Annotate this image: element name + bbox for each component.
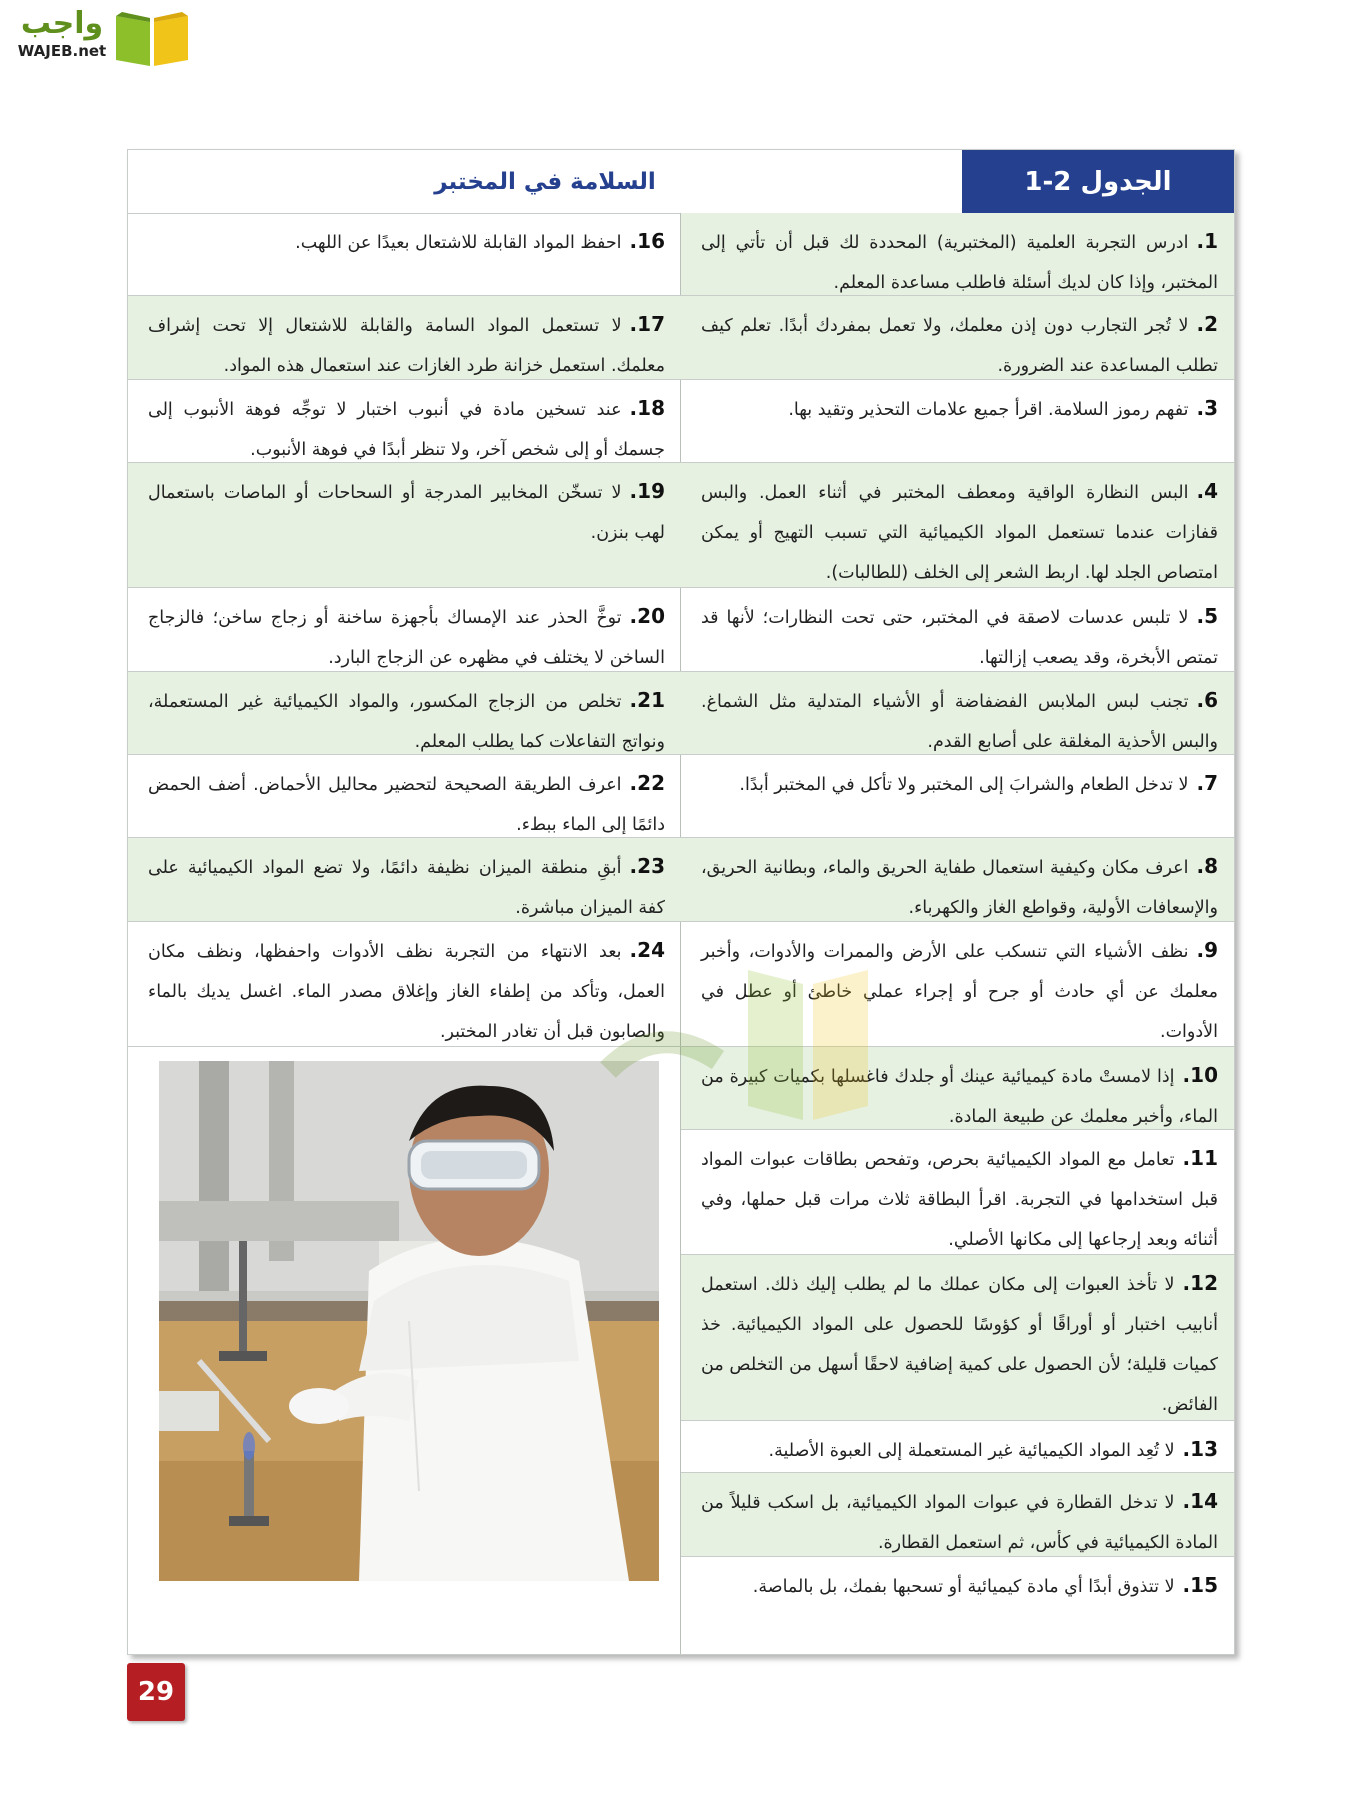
rule-item	[681, 380, 1234, 463]
rule-text: لا تتذوق أبدًا أي مادة كيميائية أو تسحبها بفمك، بل بالماصة.	[752, 1577, 1175, 1597]
rule-item	[681, 1047, 1234, 1130]
rule-text: لا تستعمل المواد السامة والقابلة للاشتعال إلا تحت إشراف معلمك. استعمل خزانة طرد الغازات عند استعمال هذه المواد.	[148, 316, 665, 376]
logo-domain: WAJEB.net	[17, 42, 107, 60]
rule-item	[681, 588, 1234, 672]
table-label: الجدول 2-1	[962, 150, 1234, 213]
rule-item	[128, 380, 681, 463]
rule-number: 24.	[629, 938, 665, 962]
rule-text: لا تُعِد المواد الكيميائية غير المستعملة إلى العبوة الأصلية.	[768, 1441, 1175, 1461]
left-column	[128, 213, 681, 1654]
rule-number: 5.	[1196, 604, 1218, 628]
table-title: السلامة في المختبر	[128, 150, 962, 214]
rule-text: اعرف الطريقة الصحيحة لتحضير محاليل الأحماض. أضف الحمض دائمًا إلى الماء ببطء.	[148, 775, 665, 835]
rule-number: 2.	[1196, 312, 1218, 336]
site-logo[interactable]	[12, 6, 192, 70]
rule-text: لا تسخّن المخابير المدرجة أو السحاحات أو الماصات باستعمال لهب بنزن.	[148, 483, 665, 543]
rule-number: 21.	[629, 688, 665, 712]
rule-text: احفظ المواد القابلة للاشتعال بعيدًا عن اللهب.	[295, 233, 622, 253]
right-column	[680, 213, 1234, 1654]
lab-scene-illustration	[159, 1061, 659, 1581]
rule-text: توخَّ الحذر عند الإمساك بأجهزة ساخنة أو زجاج ساخن؛ فالزجاج الساخن لا يختلف في مظهره عن الزجاج البارد.	[148, 608, 665, 668]
rule-text: تخلص من الزجاج المكسور، والمواد الكيميائية غير المستعملة، ونواتج التفاعلات كما يطلب المعلم.	[148, 692, 665, 752]
rule-number: 14.	[1182, 1489, 1218, 1513]
rule-item	[681, 296, 1234, 380]
rule-item	[128, 296, 681, 380]
rule-text: البس النظارة الواقية ومعطف المختبر في أثناء العمل. والبس قفازات عندما تستعمل المواد الكيميائية التي تسبب التهيج أو يمكن امتصاص الجلد لها. اربط الشعر إلى الخلف (للطالبات).	[701, 483, 1218, 583]
rule-text: إذا لامستْ مادة كيميائية عينك أو جلدك فاغسلها بكميات كبيرة من الماء، وأخبر معلمك عن طبيعة المادة.	[701, 1067, 1218, 1127]
rule-number: 13.	[1182, 1437, 1218, 1461]
rule-item	[681, 1255, 1234, 1421]
rule-text: تعامل مع المواد الكيميائية بحرص، وتفحص بطاقات عبوات المواد قبل استخدامها في التجربة. اقرأ البطاقة ثلاث مرات قبل حملها، وفي أثنائه وبعد إرجاعها إلى مكانها الأصلي.	[701, 1150, 1218, 1250]
rule-item	[681, 838, 1234, 922]
rule-item	[128, 755, 681, 838]
rule-text: لا تدخل الطعام والشرابَ إلى المختبر ولا تأكل في المختبر أبدًا.	[739, 775, 1189, 795]
rule-number: 9.	[1196, 938, 1218, 962]
rule-item	[128, 213, 681, 296]
rule-text: لا تأخذ العبوات إلى مكان عملك ما لم يطلب إليك ذلك. استعمل أنابيب اختبار أو أوراقًا أو كؤوسًا للحصول على المواد الكيميائية. خذ كميات قليلة؛ لأن الحصول على كمية إضافية لاحقًا أسهل من التخلص من الفائض.	[701, 1275, 1218, 1415]
rule-text: لا تُجر التجارب دون إذن معلمك، ولا تعمل بمفردك أبدًا. تعلم كيف تطلب المساعدة عند الضرورة.	[701, 316, 1218, 376]
safety-table	[127, 149, 1235, 1655]
rule-text: أبقِ منطقة الميزان نظيفة دائمًا، ولا تضع المواد الكيميائية على كفة الميزان مباشرة.	[148, 858, 665, 918]
lab-student-photo	[159, 1061, 659, 1581]
rule-number: 17.	[629, 312, 665, 336]
rule-text: تجنب لبس الملابس الفضفاضة أو الأشياء المتدلية مثل الشماغ. والبس الأحذية المغلقة على أصابع القدم.	[701, 692, 1218, 752]
rule-text: نظف الأشياء التي تنسكب على الأرض والممرات والأدوات، وأخبر معلمك عن أي حادث أو جرح أو إجراء عملي خاطئ أو عطل في الأدوات.	[701, 942, 1218, 1042]
rule-item	[681, 1130, 1234, 1255]
rule-item	[128, 922, 681, 1047]
table-header	[128, 150, 1234, 213]
rule-item	[681, 463, 1234, 588]
rule-number: 1.	[1196, 229, 1218, 253]
rule-item	[681, 1473, 1234, 1557]
rule-number: 16.	[629, 229, 665, 253]
rule-number: 3.	[1196, 396, 1218, 420]
rule-item	[128, 463, 681, 588]
logo-text	[12, 6, 112, 60]
rule-number: 22.	[629, 771, 665, 795]
rule-number: 18.	[629, 396, 665, 420]
rule-number: 15.	[1182, 1573, 1218, 1597]
rule-item	[681, 213, 1234, 296]
page-number: 29	[127, 1663, 185, 1721]
rule-item	[128, 672, 681, 755]
rule-number: 12.	[1182, 1271, 1218, 1295]
rule-text: بعد الانتهاء من التجربة نظف الأدوات واحفظها، ونظف مكان العمل، وتأكد من إطفاء الغاز وإغلاق مصدر الماء. اغسل يديك بالماء والصابون قبل أن تغادر المختبر.	[148, 942, 665, 1042]
rule-number: 20.	[629, 604, 665, 628]
rule-text: اعرف مكان وكيفية استعمال طفاية الحريق والماء، وبطانية الحريق، والإسعافات الأولية، وقواطع الغاز والكهرباء.	[701, 858, 1218, 918]
rule-text: ادرس التجربة العلمية (المختبرية) المحددة لك قبل أن تأتي إلى المختبر، وإذا كان لديك أسئلة فاطلب مساعدة المعلم.	[701, 233, 1218, 293]
rule-number: 23.	[629, 854, 665, 878]
rule-item	[681, 755, 1234, 838]
rule-item	[681, 922, 1234, 1047]
rule-number: 19.	[629, 479, 665, 503]
rule-number: 8.	[1196, 854, 1218, 878]
rule-text: لا تدخل القطارة في عبوات المواد الكيميائية، بل اسكب قليلاً من المادة الكيميائية في كأس، ثم استعمل القطارة.	[701, 1493, 1218, 1553]
rule-item	[681, 1557, 1234, 1654]
rule-number: 7.	[1196, 771, 1218, 795]
rule-number: 10.	[1182, 1063, 1218, 1087]
rule-item	[681, 1421, 1234, 1473]
rule-number: 4.	[1196, 479, 1218, 503]
rule-item	[128, 588, 681, 672]
rule-text: لا تلبس عدسات لاصقة في المختبر، حتى تحت النظارات؛ لأنها قد تمتص الأبخرة، وقد يصعب إزالتها.	[701, 608, 1218, 668]
rule-number: 6.	[1196, 688, 1218, 712]
rule-item	[681, 672, 1234, 755]
rule-item	[128, 838, 681, 922]
rule-number: 11.	[1182, 1146, 1218, 1170]
rule-text: عند تسخين مادة في أنبوب اختبار لا توجِّه فوهة الأنبوب إلى جسمك أو إلى شخص آخر، ولا تنظر أبدًا في فوهة الأنبوب.	[148, 400, 665, 460]
rule-text: تفهم رموز السلامة. اقرأ جميع علامات التحذير وتقيد بها.	[788, 400, 1189, 420]
book-icon	[112, 6, 192, 70]
logo-name: واجب	[20, 6, 104, 41]
